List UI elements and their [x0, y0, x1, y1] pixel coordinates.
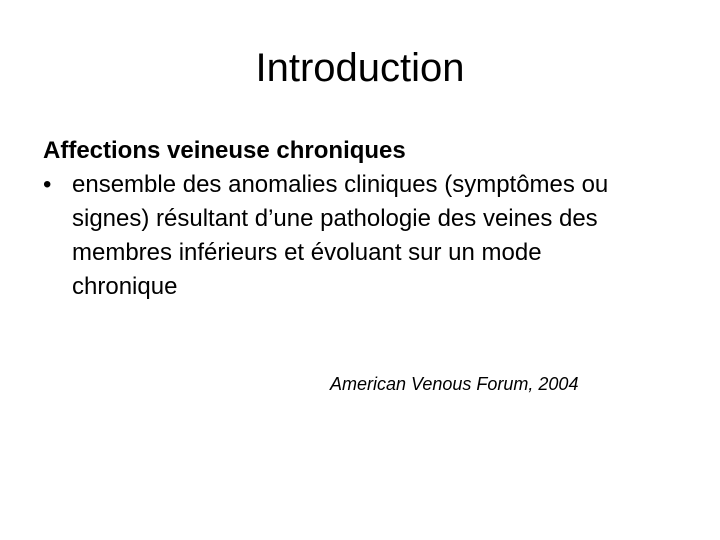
slide-title: Introduction [255, 46, 465, 90]
bullet-item [43, 168, 632, 304]
slide-content [43, 134, 683, 304]
bullet-text: ensemble des anomalies cliniques (symptômes ou signes) résultant d’une pathologie des veines des membres inférieurs et évoluant sur un mode chronique [72, 171, 609, 300]
subheading: Affections veineuse chroniques [43, 137, 406, 164]
bullet-icon: • [43, 171, 52, 198]
citation: American Venous Forum, 2004 [330, 374, 579, 394]
